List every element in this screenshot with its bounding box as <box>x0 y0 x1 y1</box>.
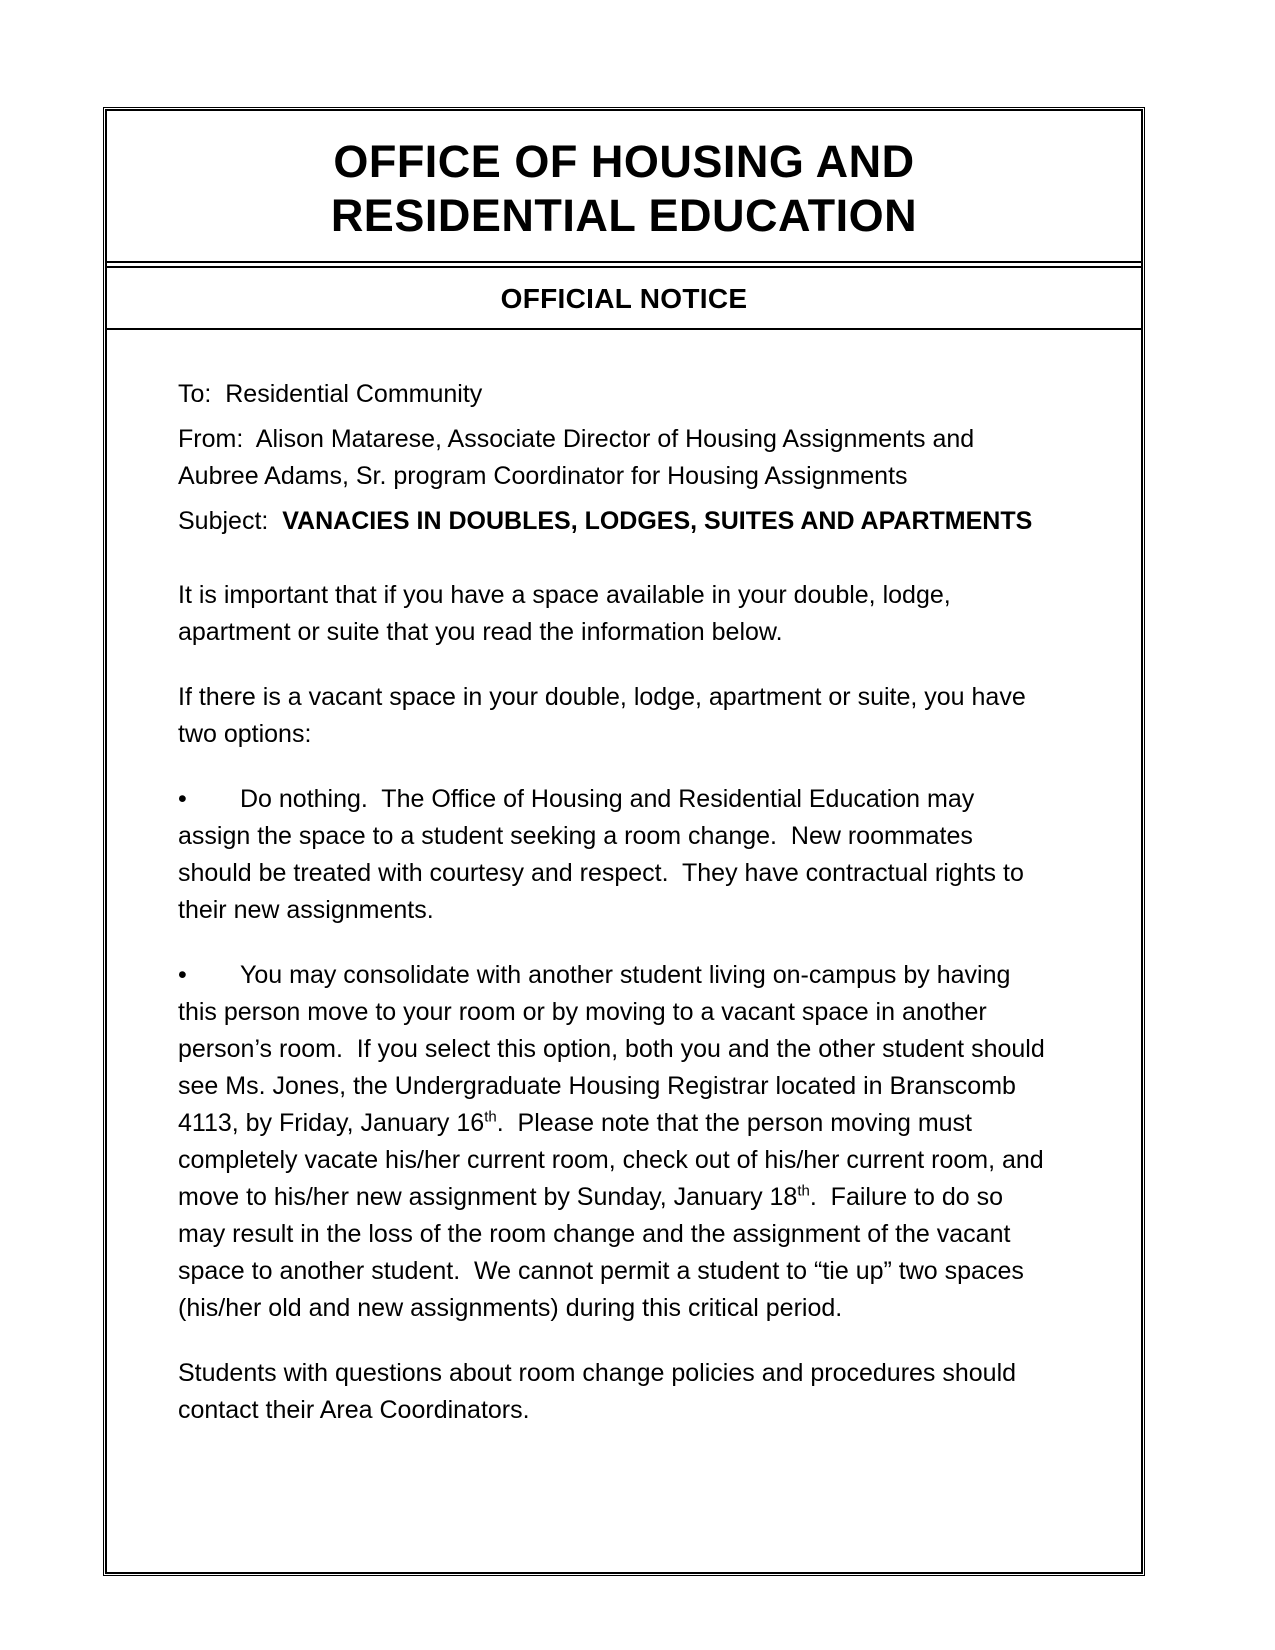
bullet-item-consolidate <box>178 957 1052 1327</box>
memo-body <box>107 330 1141 1572</box>
memo-subject-line <box>178 503 1049 540</box>
official-notice-banner: OFFICIAL NOTICE <box>107 268 1141 330</box>
subject-value: VANACIES IN DOUBLES, LODGES, SUITES AND APARTMENTS <box>268 507 1033 535</box>
bullet2-text-seg2: . Please note that the person moving must completely vacate his/her current room, check out of his/her current room, and move to his/her new assignment by Sunday, January 18 <box>178 1109 1051 1211</box>
memo-to-line: To: Residential Community <box>178 380 483 408</box>
bullet2-text-seg3: . Failure to do so may result in the loss of the room change and the assignment of the vacant space to another student. We cannot permit a student to “tie up” two spaces (his/her old and new assignments) during this critical period. <box>178 1183 1031 1322</box>
superscript-th: th <box>797 1182 810 1200</box>
bullet-icon: • <box>178 961 187 989</box>
intro-paragraph: It is important that if you have a space available in your double, lodge, apartment or suite that you read the information below. <box>178 581 958 646</box>
superscript-th: th <box>484 1108 497 1126</box>
bullet-item-do-nothing <box>178 781 1049 929</box>
letterhead <box>107 111 1141 268</box>
memo-from-line: From: Alison Matarese, Associate Director of Housing Assignments and Aubree Adams, Sr. program Coordinator for Housing Assignments <box>178 425 980 490</box>
letterhead-line2: RESIDENTIAL EDUCATION <box>330 190 918 241</box>
closing-paragraph: Students with questions about room change policies and procedures should contact their Area Coordinators. <box>178 1359 1023 1424</box>
notice-document <box>103 107 1145 1576</box>
subject-label: Subject: <box>178 507 269 535</box>
letterhead-line1: OFFICE OF HOUSING AND <box>333 136 915 187</box>
bullet-icon: • <box>178 785 187 813</box>
options-paragraph: If there is a vacant space in your double, lodge, apartment or suite, you have two options: <box>178 683 1033 748</box>
bullet2-text-seg1: You may consolidate with another student living on-campus by having this person move to your room or by moving to a vacant space in another person’s room. If you select this option, both you and the other student should see Ms. Jones, the Undergraduate Housing Registrar located in Branscomb 4113, by Friday, January 16 <box>178 961 1052 1137</box>
bullet1-text: Do nothing. The Office of Housing and Residential Education may assign the space to a student seeking a room change. New roommates should be treated with courtesy and respect. They have contractual rights to their new assignments. <box>178 785 1031 924</box>
notice-document-frame <box>105 109 1143 1574</box>
